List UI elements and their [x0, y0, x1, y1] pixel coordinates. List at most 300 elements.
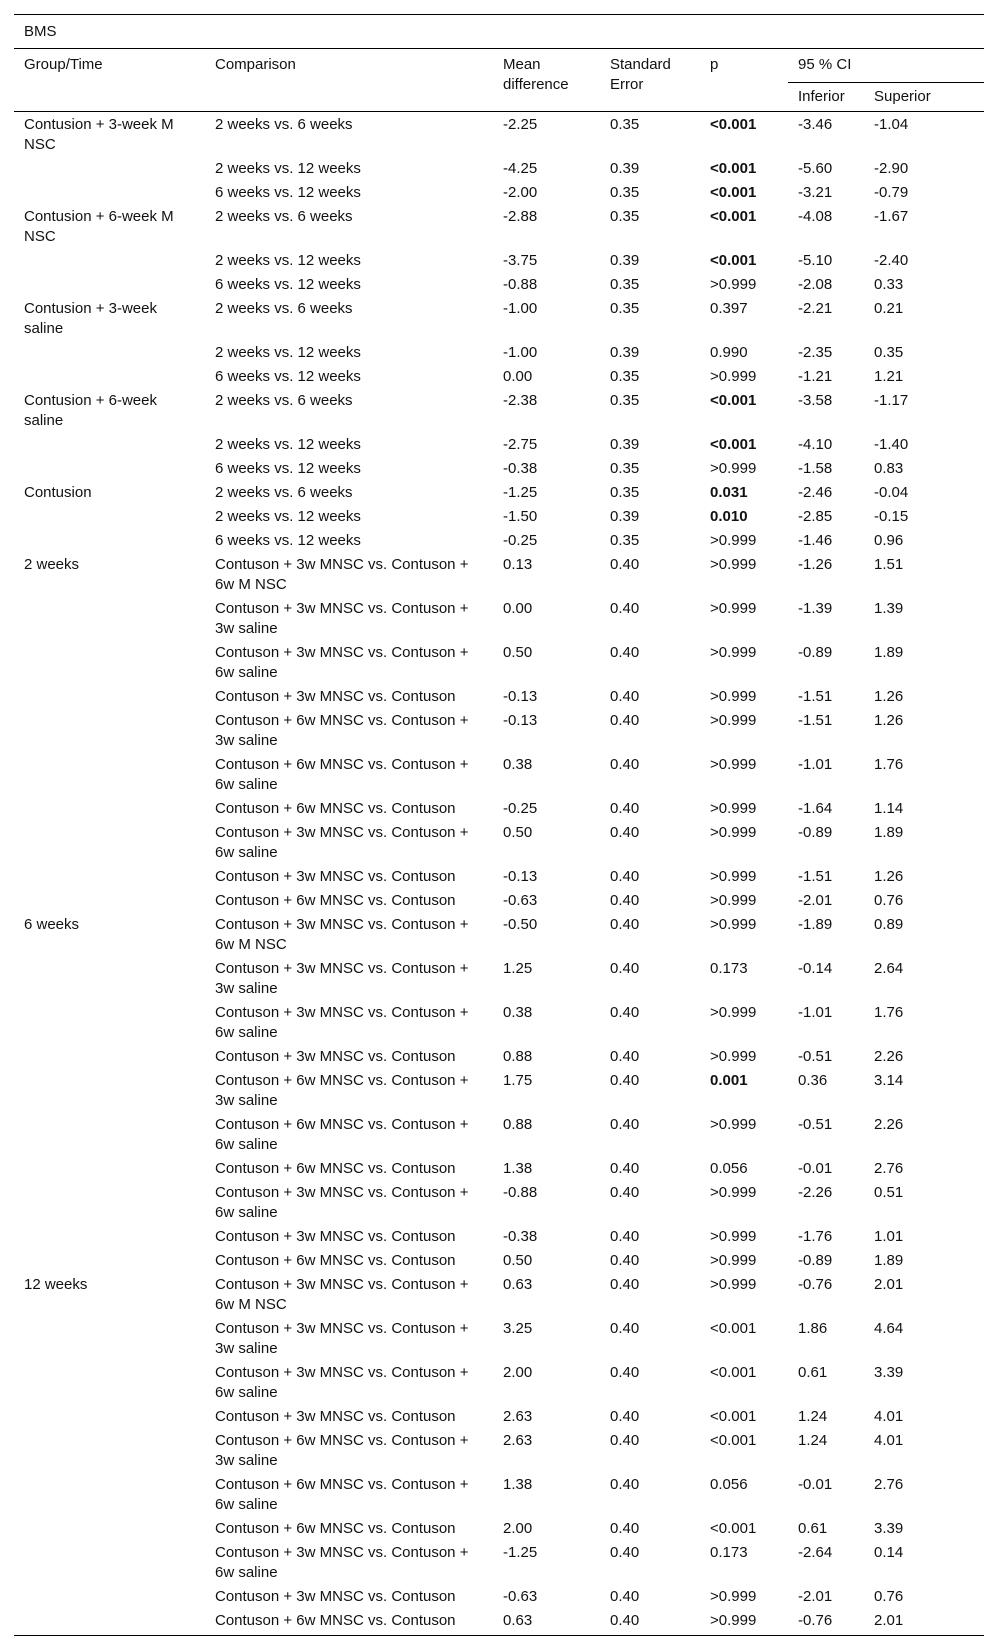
standard-error-cell: 0.40 — [610, 1544, 640, 1561]
ci-inferior-cell: -0.51 — [798, 1116, 833, 1133]
ci-superior-cell: 0.33 — [874, 276, 904, 293]
group-cell — [14, 1473, 205, 1517]
ci-superior-cell: 0.51 — [874, 1184, 904, 1201]
ci-inferior-cell: -0.89 — [798, 824, 833, 841]
mean-difference-cell: -0.63 — [503, 892, 538, 909]
mean-difference-cell: 0.50 — [503, 1252, 533, 1269]
mean-difference-cell: 0.88 — [503, 1116, 533, 1133]
group-cell — [14, 1069, 205, 1113]
ci-superior-cell: -1.04 — [874, 116, 909, 133]
table-row — [14, 1045, 984, 1069]
header-superior: Superior — [864, 83, 984, 112]
bms-comparison-table — [14, 14, 984, 1636]
ci-inferior-cell: -3.58 — [798, 392, 833, 409]
ci-superior-cell: -2.90 — [874, 160, 909, 177]
standard-error-cell: 0.40 — [610, 1588, 640, 1605]
table-row — [14, 957, 984, 1001]
mean-difference-cell: -4.25 — [503, 160, 538, 177]
ci-superior-cell: 4.01 — [874, 1432, 904, 1449]
ci-superior-cell: 1.26 — [874, 712, 904, 729]
p-value-cell: >0.999 — [710, 868, 757, 885]
comparison-cell: Contuson + 3w MNSC vs. Contuson — [215, 688, 456, 705]
comparison-cell: Contuson + 3w MNSC vs. Contuson + 6w M NSC — [215, 916, 469, 953]
standard-error-cell: 0.35 — [610, 392, 640, 409]
ci-superior-cell: 0.89 — [874, 916, 904, 933]
standard-error-cell: 0.40 — [610, 824, 640, 841]
ci-inferior-cell: -1.51 — [798, 712, 833, 729]
p-value-cell: >0.999 — [710, 1048, 757, 1065]
group-cell — [14, 1517, 205, 1541]
mean-difference-cell: 1.38 — [503, 1476, 533, 1493]
ci-superior-cell: 1.26 — [874, 868, 904, 885]
standard-error-cell: 0.39 — [610, 436, 640, 453]
p-value-cell: >0.999 — [710, 368, 757, 385]
mean-difference-cell: -1.00 — [503, 344, 538, 361]
group-cell: 12 weeks — [24, 1276, 88, 1293]
ci-superior-cell: 1.26 — [874, 688, 904, 705]
standard-error-cell: 0.35 — [610, 184, 640, 201]
ci-superior-cell: 2.76 — [874, 1160, 904, 1177]
comparison-cell: 2 weeks vs. 12 weeks — [215, 252, 361, 269]
table-row — [14, 181, 984, 205]
comparison-cell: 6 weeks vs. 12 weeks — [215, 460, 361, 477]
ci-superior-cell: 2.76 — [874, 1476, 904, 1493]
mean-difference-cell: -3.75 — [503, 252, 538, 269]
comparison-cell: Contuson + 3w MNSC vs. Contuson + 6w M NSC — [215, 1276, 469, 1313]
ci-inferior-cell: -5.60 — [798, 160, 833, 177]
table-row — [14, 112, 984, 158]
p-value-cell: >0.999 — [710, 1184, 757, 1201]
standard-error-cell: 0.40 — [610, 1252, 640, 1269]
group-cell: Contusion — [24, 484, 92, 501]
table-row — [14, 1181, 984, 1225]
header-standard-error: Standard Error — [610, 56, 671, 93]
comparison-cell: Contuson + 6w MNSC vs. Contuson — [215, 1520, 456, 1537]
p-value-cell: <0.001 — [710, 184, 757, 201]
ci-superior-cell: 2.26 — [874, 1048, 904, 1065]
comparison-cell: Contuson + 6w MNSC vs. Contuson + 3w saline — [215, 1432, 469, 1469]
p-value-cell: >0.999 — [710, 532, 757, 549]
ci-inferior-cell: -1.51 — [798, 868, 833, 885]
ci-superior-cell: 3.14 — [874, 1072, 904, 1089]
ci-inferior-cell: -1.58 — [798, 460, 833, 477]
mean-difference-cell: -0.13 — [503, 868, 538, 885]
mean-difference-cell: -0.88 — [503, 1184, 538, 1201]
group-cell — [14, 273, 205, 297]
ci-superior-cell: -0.79 — [874, 184, 909, 201]
ci-superior-cell: 0.76 — [874, 892, 904, 909]
mean-difference-cell: -2.00 — [503, 184, 538, 201]
comparison-cell: 2 weeks vs. 12 weeks — [215, 436, 361, 453]
group-cell: Contusion + 6-week M NSC — [24, 208, 174, 245]
ci-inferior-cell: -1.21 — [798, 368, 833, 385]
ci-inferior-cell: -2.85 — [798, 508, 833, 525]
table-body — [14, 112, 984, 1636]
group-cell — [14, 821, 205, 865]
standard-error-cell: 0.35 — [610, 532, 640, 549]
group-cell — [14, 1405, 205, 1429]
p-value-cell: >0.999 — [710, 644, 757, 661]
group-cell — [14, 157, 205, 181]
table-row — [14, 641, 984, 685]
mean-difference-cell: 3.25 — [503, 1320, 533, 1337]
standard-error-cell: 0.40 — [600, 1609, 700, 1636]
table-row — [14, 865, 984, 889]
mean-difference-cell: 1.75 — [503, 1072, 533, 1089]
p-value-cell: >0.999 — [710, 756, 757, 773]
mean-difference-cell: -2.75 — [503, 436, 538, 453]
ci-inferior-cell: -5.10 — [798, 252, 833, 269]
standard-error-cell: 0.39 — [610, 252, 640, 269]
standard-error-cell: 0.40 — [610, 1228, 640, 1245]
ci-superior-cell: 1.76 — [874, 756, 904, 773]
mean-difference-cell: 0.13 — [503, 556, 533, 573]
standard-error-cell: 0.40 — [610, 1476, 640, 1493]
mean-difference-cell: -0.38 — [503, 460, 538, 477]
mean-difference-cell: 0.00 — [503, 368, 533, 385]
table-row — [14, 341, 984, 365]
comparison-cell: Contuson + 6w MNSC vs. Contuson — [215, 1252, 456, 1269]
standard-error-cell: 0.40 — [610, 688, 640, 705]
mean-difference-cell: 0.88 — [503, 1048, 533, 1065]
table-row — [14, 249, 984, 273]
table-row — [14, 365, 984, 389]
ci-superior-cell: -2.40 — [874, 252, 909, 269]
p-value-cell: >0.999 — [710, 800, 757, 817]
mean-difference-cell: 0.63 — [493, 1609, 600, 1636]
group-cell — [14, 1113, 205, 1157]
standard-error-cell: 0.40 — [610, 800, 640, 817]
header-row — [14, 49, 984, 83]
ci-superior-cell: 4.64 — [874, 1320, 904, 1337]
group-cell: 2 weeks — [24, 556, 80, 573]
standard-error-cell: 0.40 — [610, 756, 640, 773]
comparison-cell: 2 weeks vs. 12 weeks — [215, 160, 361, 177]
group-cell — [14, 365, 205, 389]
table-row — [14, 1585, 984, 1609]
p-value-cell: >0.999 — [710, 712, 757, 729]
comparison-cell: 6 weeks vs. 12 weeks — [215, 532, 361, 549]
standard-error-cell: 0.40 — [610, 556, 640, 573]
table-row — [14, 1317, 984, 1361]
comparison-cell: Contuson + 3w MNSC vs. Contuson + 3w saline — [215, 1320, 469, 1357]
table-row — [14, 1157, 984, 1181]
ci-superior-cell: 0.21 — [874, 300, 904, 317]
p-value-cell: <0.001 — [710, 392, 757, 409]
table-row — [14, 457, 984, 481]
group-cell — [14, 1361, 205, 1405]
ci-inferior-cell: -4.10 — [798, 436, 833, 453]
mean-difference-cell: -0.13 — [503, 712, 538, 729]
comparison-cell: Contuson + 3w MNSC vs. Contuson — [215, 868, 456, 885]
ci-inferior-cell: -1.26 — [798, 556, 833, 573]
ci-inferior-cell: -1.01 — [798, 1004, 833, 1021]
table-row — [14, 1225, 984, 1249]
table-row — [14, 1517, 984, 1541]
ci-inferior-cell: -1.89 — [798, 916, 833, 933]
standard-error-cell: 0.40 — [610, 868, 640, 885]
p-value-cell: >0.999 — [710, 556, 757, 573]
ci-superior-cell: 1.89 — [874, 824, 904, 841]
standard-error-cell: 0.40 — [610, 1432, 640, 1449]
table-row — [14, 1405, 984, 1429]
comparison-cell: 2 weeks vs. 6 weeks — [215, 392, 353, 409]
p-value-cell: <0.001 — [710, 1432, 757, 1449]
comparison-cell: 6 weeks vs. 12 weeks — [215, 184, 361, 201]
table-row — [14, 685, 984, 709]
table-row — [14, 1249, 984, 1273]
comparison-cell: Contuson + 6w MNSC vs. Contuson — [215, 800, 456, 817]
table-row — [14, 297, 984, 341]
mean-difference-cell: 0.50 — [503, 644, 533, 661]
table-row — [14, 1473, 984, 1517]
group-cell — [14, 641, 205, 685]
mean-difference-cell: 2.63 — [503, 1408, 533, 1425]
standard-error-cell: 0.40 — [610, 600, 640, 617]
table-row — [14, 709, 984, 753]
ci-superior-cell: 0.96 — [874, 532, 904, 549]
p-value-cell: <0.001 — [710, 1408, 757, 1425]
p-value-cell: <0.001 — [710, 208, 757, 225]
ci-superior-cell: 1.39 — [874, 600, 904, 617]
ci-superior-cell: 2.01 — [864, 1609, 984, 1636]
table-title-row — [14, 15, 984, 49]
ci-inferior-cell: -0.89 — [798, 1252, 833, 1269]
ci-inferior-cell: -0.76 — [788, 1609, 864, 1636]
ci-superior-cell: 3.39 — [874, 1364, 904, 1381]
group-cell — [14, 1001, 205, 1045]
table-row — [14, 797, 984, 821]
standard-error-cell: 0.35 — [610, 116, 640, 133]
ci-inferior-cell: -1.51 — [798, 688, 833, 705]
ci-superior-cell: 4.01 — [874, 1408, 904, 1425]
ci-inferior-cell: 0.36 — [798, 1072, 828, 1089]
table-title: BMS — [14, 15, 984, 49]
p-value-cell: >0.999 — [710, 1116, 757, 1133]
comparison-cell: Contuson + 3w MNSC vs. Contuson + 6w saline — [215, 1184, 469, 1221]
p-value-cell: >0.999 — [710, 1276, 757, 1293]
mean-difference-cell: -0.63 — [503, 1588, 538, 1605]
standard-error-cell: 0.40 — [610, 1048, 640, 1065]
ci-superior-cell: 1.89 — [874, 1252, 904, 1269]
ci-inferior-cell: -0.01 — [798, 1160, 833, 1177]
comparison-cell: 2 weeks vs. 12 weeks — [215, 508, 361, 525]
standard-error-cell: 0.35 — [610, 300, 640, 317]
standard-error-cell: 0.40 — [610, 1184, 640, 1201]
standard-error-cell: 0.40 — [610, 892, 640, 909]
mean-difference-cell: 2.00 — [503, 1520, 533, 1537]
group-cell — [14, 797, 205, 821]
p-value-cell: 0.031 — [710, 484, 748, 501]
p-value-cell: <0.001 — [710, 1320, 757, 1337]
ci-superior-cell: 0.14 — [874, 1544, 904, 1561]
standard-error-cell: 0.40 — [610, 1072, 640, 1089]
p-value-cell: >0.999 — [710, 892, 757, 909]
group-cell — [14, 597, 205, 641]
ci-inferior-cell: 1.24 — [798, 1432, 828, 1449]
ci-inferior-cell: -1.76 — [798, 1228, 833, 1245]
p-value-cell: >0.999 — [710, 824, 757, 841]
standard-error-cell: 0.40 — [610, 644, 640, 661]
mean-difference-cell: 0.00 — [503, 600, 533, 617]
ci-superior-cell: 2.64 — [874, 960, 904, 977]
table-row — [14, 433, 984, 457]
group-cell: 6 weeks — [24, 916, 80, 933]
header-mean-difference: Mean difference — [503, 56, 569, 93]
comparison-cell: Contuson + 3w MNSC vs. Contuson — [215, 1408, 456, 1425]
table-row — [14, 1609, 984, 1636]
group-cell — [14, 1157, 205, 1181]
table-row — [14, 1429, 984, 1473]
table-row — [14, 1113, 984, 1157]
group-cell — [14, 865, 205, 889]
group-cell — [14, 1585, 205, 1609]
ci-inferior-cell: -0.76 — [798, 1276, 833, 1293]
mean-difference-cell: -1.25 — [503, 1544, 538, 1561]
p-value-cell: >0.999 — [710, 1252, 757, 1269]
standard-error-cell: 0.40 — [610, 1364, 640, 1381]
comparison-cell: Contuson + 6w MNSC vs. Contuson + 6w saline — [215, 1116, 469, 1153]
standard-error-cell: 0.40 — [610, 1320, 640, 1337]
mean-difference-cell: -0.88 — [503, 276, 538, 293]
standard-error-cell: 0.35 — [610, 276, 640, 293]
group-cell — [14, 433, 205, 457]
comparison-cell: Contuson + 3w MNSC vs. Contuson — [215, 1228, 456, 1245]
standard-error-cell: 0.40 — [610, 1004, 640, 1021]
table-row — [14, 1273, 984, 1317]
mean-difference-cell: -0.13 — [503, 688, 538, 705]
standard-error-cell: 0.40 — [610, 1116, 640, 1133]
comparison-cell: Contuson + 3w MNSC vs. Contuson + 3w saline — [215, 600, 469, 637]
mean-difference-cell: 2.00 — [503, 1364, 533, 1381]
table-row — [14, 913, 984, 957]
ci-inferior-cell: -0.14 — [798, 960, 833, 977]
group-cell — [14, 341, 205, 365]
ci-superior-cell: -1.67 — [874, 208, 909, 225]
ci-inferior-cell: -2.01 — [798, 1588, 833, 1605]
group-cell — [14, 181, 205, 205]
mean-difference-cell: -1.25 — [503, 484, 538, 501]
comparison-cell: 2 weeks vs. 12 weeks — [215, 344, 361, 361]
ci-superior-cell: -0.04 — [874, 484, 909, 501]
group-cell — [14, 685, 205, 709]
p-value-cell: 0.173 — [710, 960, 748, 977]
standard-error-cell: 0.35 — [610, 460, 640, 477]
table-row — [14, 597, 984, 641]
p-value-cell: 0.173 — [710, 1544, 748, 1561]
ci-superior-cell: 1.89 — [874, 644, 904, 661]
mean-difference-cell: 0.38 — [503, 756, 533, 773]
comparison-cell: Contuson + 6w MNSC vs. Contuson + 6w saline — [215, 756, 469, 793]
ci-superior-cell: 1.76 — [874, 1004, 904, 1021]
ci-inferior-cell: -0.51 — [798, 1048, 833, 1065]
table-row — [14, 505, 984, 529]
group-cell: Contusion + 3-week M NSC — [24, 116, 174, 153]
header-comparison: Comparison — [215, 56, 296, 73]
ci-inferior-cell: 0.61 — [798, 1520, 828, 1537]
standard-error-cell: 0.40 — [610, 1408, 640, 1425]
mean-difference-cell: -0.38 — [503, 1228, 538, 1245]
group-cell — [14, 505, 205, 529]
p-value-cell: >0.999 — [710, 688, 757, 705]
ci-inferior-cell: -3.21 — [798, 184, 833, 201]
p-value-cell: <0.001 — [710, 436, 757, 453]
header-group: Group/Time — [24, 56, 103, 73]
standard-error-cell: 0.40 — [610, 1276, 640, 1293]
ci-superior-cell: 2.26 — [874, 1116, 904, 1133]
ci-inferior-cell: 0.61 — [798, 1364, 828, 1381]
table-row — [14, 889, 984, 913]
ci-inferior-cell: -0.01 — [798, 1476, 833, 1493]
table-row — [14, 753, 984, 797]
ci-superior-cell: -1.17 — [874, 392, 909, 409]
comparison-cell: Contuson + 3w MNSC vs. Contuson + 6w M NSC — [215, 556, 469, 593]
p-value-cell: 0.001 — [710, 1072, 748, 1089]
standard-error-cell: 0.40 — [610, 712, 640, 729]
mean-difference-cell: -1.50 — [503, 508, 538, 525]
comparison-cell: Contuson + 6w MNSC vs. Contuson + 3w saline — [215, 1072, 469, 1109]
mean-difference-cell: -0.50 — [503, 916, 538, 933]
p-value-cell: >0.999 — [710, 1588, 757, 1605]
ci-superior-cell: 3.39 — [874, 1520, 904, 1537]
table-row — [14, 157, 984, 181]
group-cell: Contusion + 6-week saline — [24, 392, 157, 429]
p-value-cell: >0.999 — [710, 916, 757, 933]
mean-difference-cell: 0.50 — [503, 824, 533, 841]
standard-error-cell: 0.40 — [610, 960, 640, 977]
table-row — [14, 481, 984, 505]
ci-superior-cell: -1.40 — [874, 436, 909, 453]
table-row — [14, 205, 984, 249]
header-ci: 95 % CI — [798, 56, 852, 73]
comparison-cell: 2 weeks vs. 6 weeks — [215, 300, 353, 317]
p-value-cell: 0.990 — [710, 344, 748, 361]
header-p: p — [710, 56, 719, 73]
table-row — [14, 529, 984, 553]
group-cell — [14, 957, 205, 1001]
ci-inferior-cell: 1.24 — [798, 1408, 828, 1425]
ci-superior-cell: 1.51 — [874, 556, 904, 573]
p-value-cell: <0.001 — [710, 160, 757, 177]
p-value-cell: <0.001 — [710, 252, 757, 269]
table-row — [14, 1361, 984, 1405]
ci-inferior-cell: -1.01 — [798, 756, 833, 773]
ci-inferior-cell: -2.01 — [798, 892, 833, 909]
group-cell — [14, 1045, 205, 1069]
table-row — [14, 1541, 984, 1585]
group-cell — [14, 249, 205, 273]
group-cell — [14, 1181, 205, 1225]
p-value-cell: 0.397 — [710, 300, 748, 317]
table-row — [14, 389, 984, 433]
mean-difference-cell: -1.00 — [503, 300, 538, 317]
ci-superior-cell: 1.01 — [874, 1228, 904, 1245]
ci-inferior-cell: -2.26 — [798, 1184, 833, 1201]
table-container — [14, 14, 984, 1636]
p-value-cell: >0.999 — [710, 460, 757, 477]
comparison-cell: 2 weeks vs. 6 weeks — [215, 208, 353, 225]
ci-inferior-cell: -3.46 — [798, 116, 833, 133]
ci-inferior-cell: -1.46 — [798, 532, 833, 549]
ci-superior-cell: 0.83 — [874, 460, 904, 477]
ci-inferior-cell: -0.89 — [798, 644, 833, 661]
mean-difference-cell: -0.25 — [503, 800, 538, 817]
group-cell — [14, 1317, 205, 1361]
standard-error-cell: 0.39 — [610, 160, 640, 177]
mean-difference-cell: -2.25 — [503, 116, 538, 133]
standard-error-cell: 0.40 — [610, 916, 640, 933]
p-value-cell: >0.999 — [710, 600, 757, 617]
